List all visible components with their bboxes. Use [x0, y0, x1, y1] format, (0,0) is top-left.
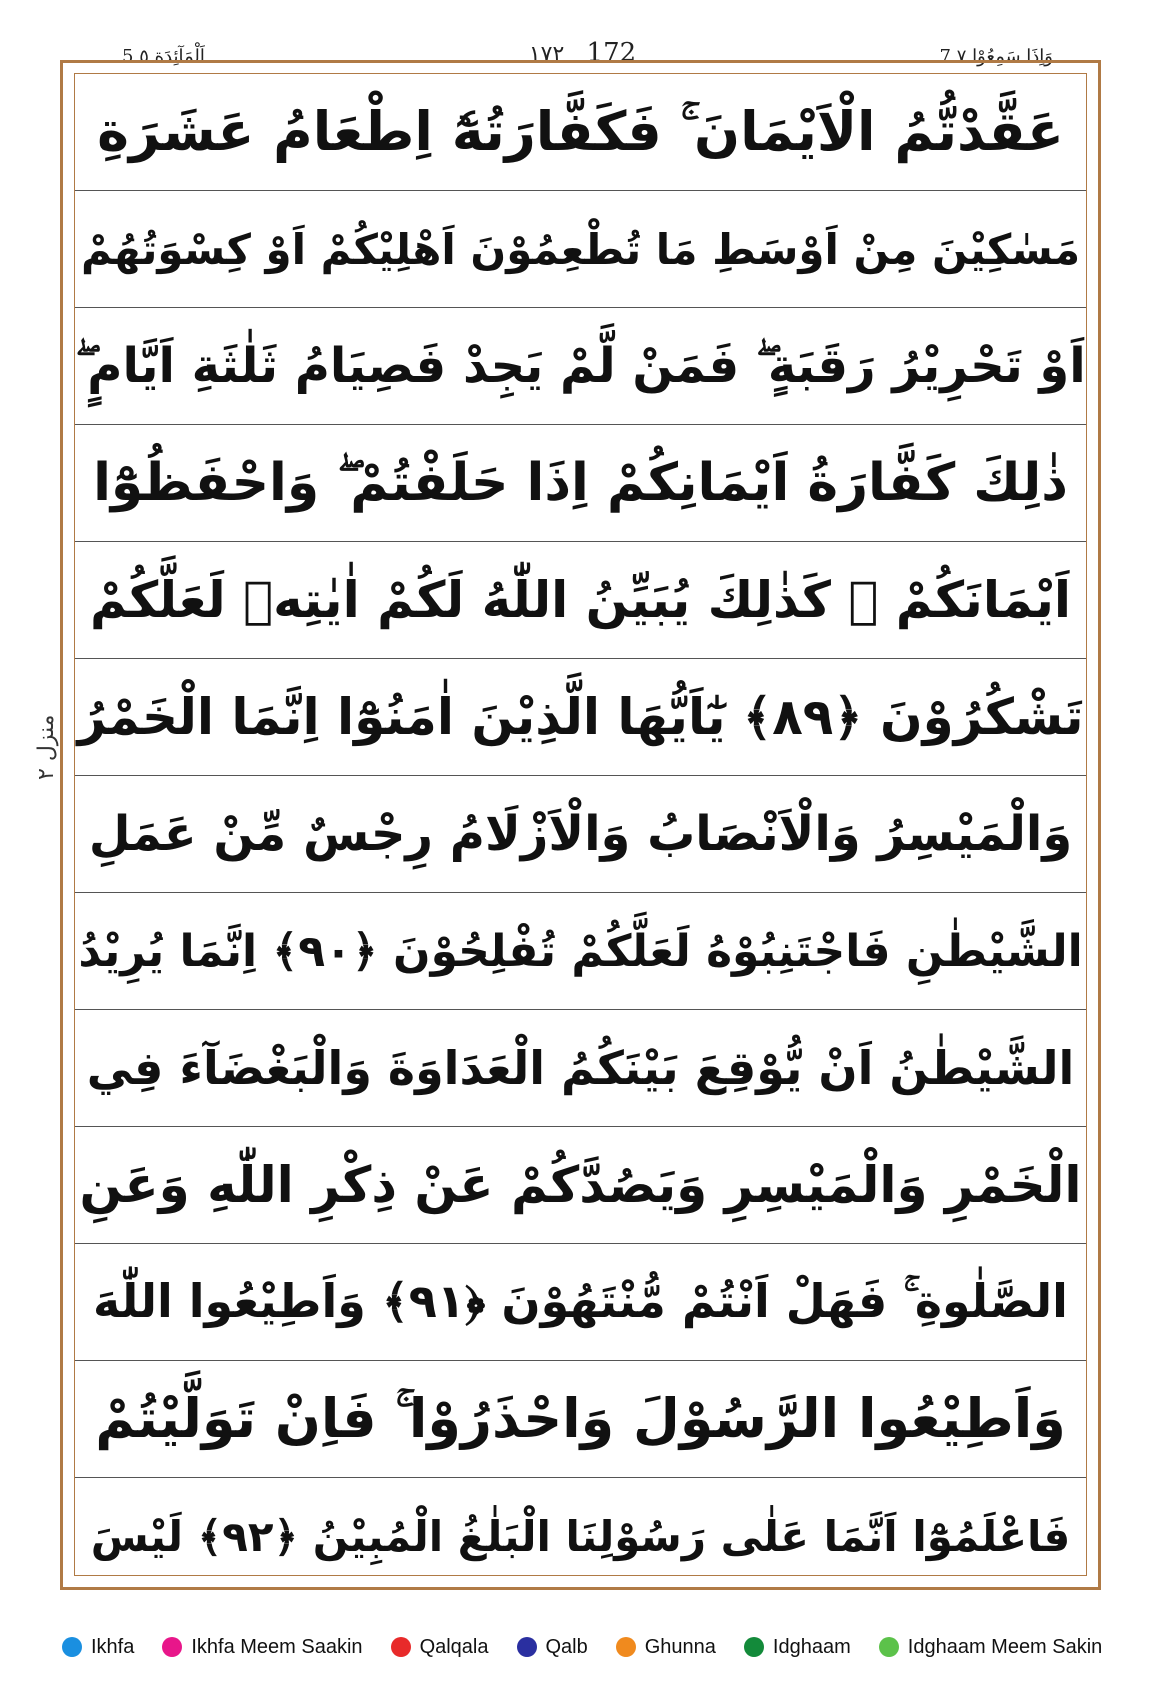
juz-name-label: 7 وَاِذَا سَمِعُوْا ٧	[939, 46, 1053, 67]
legend-label: Qalb	[545, 1635, 588, 1658]
legend-item	[62, 1636, 134, 1659]
legend-item	[744, 1636, 851, 1659]
surah-name-label: 5 اَلْمَآئِدَة ٥	[122, 46, 205, 67]
verse-line: تَشْكُرُوْنَ ﴿٨٩﴾ يٰٓاَيُّهَا الَّذِيْنَ اٰمَنُوْٓا اِنَّمَا الْخَمْرُ	[75, 659, 1086, 776]
legend-label: Ikhfa Meem Saakin	[191, 1635, 363, 1658]
legend-label: Idghaam Meem Sakin	[907, 1635, 1103, 1658]
page-frame	[60, 60, 1101, 1590]
manzil-label: منزل ٢	[34, 714, 59, 780]
legend-item	[517, 1636, 588, 1659]
legend-item	[616, 1636, 716, 1659]
verse-line: وَاَطِيْعُوا الرَّسُوْلَ وَاحْذَرُوْا ۚ فَاِنْ تَوَلَّيْتُمْ	[75, 1361, 1086, 1478]
verse-line: ذٰلِكَ كَفَّارَةُ اَيْمَانِكُمْ اِذَا حَلَفْتُمْ ۖ وَاحْفَظُوْٓا	[75, 425, 1086, 542]
legend-item	[162, 1636, 362, 1659]
legend-item	[391, 1636, 489, 1659]
verse-line: وَالْمَيْسِرُ وَالْاَنْصَابُ وَالْاَزْلَامُ رِجْسٌ مِّنْ عَمَلِ	[75, 776, 1086, 893]
color-dot-icon	[879, 1637, 899, 1657]
legend-item	[879, 1636, 1103, 1659]
verse-line: فَاعْلَمُوْٓا اَنَّمَا عَلٰى رَسُوْلِنَا الْبَلٰغُ الْمُبِيْنُ ﴿٩٢﴾ لَيْسَ	[90, 1512, 1071, 1561]
verse-line: مَسٰكِيْنَ مِنْ اَوْسَطِ مَا تُطْعِمُوْنَ اَهْلِيْكُمْ اَوْ كِسْوَتُهُمْ	[75, 191, 1086, 308]
page-number: 172	[586, 38, 637, 68]
legend-label: Ghunna	[644, 1635, 716, 1658]
verse-line: الْخَمْرِ وَالْمَيْسِرِ وَيَصُدَّكُمْ عَنْ ذِكْرِ اللّٰهِ وَعَنِ	[75, 1127, 1086, 1244]
verse-line: الصَّلٰوةِ ۚ فَهَلْ اَنْتُمْ مُّنْتَهُوْنَ ﴿٩١﴾ وَاَطِيْعُوا اللّٰهَ	[75, 1244, 1086, 1361]
color-dot-icon	[162, 1637, 182, 1657]
tajweed-legend	[62, 1632, 1130, 1662]
verse-line: الشَّيْطٰنِ فَاجْتَنِبُوْهُ لَعَلَّكُمْ تُفْلِحُوْنَ ﴿٩٠﴾ اِنَّمَا يُرِيْدُ	[75, 893, 1086, 1010]
color-dot-icon	[391, 1637, 411, 1657]
verse-line: عَقَّدْتُّمُ الْاَيْمَانَ ۚ فَكَفَّارَتُهٗٓ اِطْعَامُ عَشَرَةِ	[75, 74, 1086, 191]
legend-label: Qalqala	[419, 1635, 489, 1658]
verse-line: اَوْ تَحْرِيْرُ رَقَبَةٍ ۖ فَمَنْ لَّمْ يَجِدْ فَصِيَامُ ثَلٰثَةِ اَيَّامٍ ۖ	[75, 308, 1086, 425]
verse-lines-container	[74, 73, 1087, 1576]
page-number-arabic: ١٧٢	[528, 42, 565, 67]
color-dot-icon	[62, 1637, 82, 1657]
legend-label: Ikhfa	[91, 1635, 135, 1658]
verse-line: الشَّيْطٰنُ اَنْ يُّوْقِعَ بَيْنَكُمُ الْعَدَاوَةَ وَالْبَغْضَآءَ فِي	[75, 1010, 1086, 1127]
color-dot-icon	[744, 1637, 764, 1657]
color-dot-icon	[517, 1637, 537, 1657]
legend-label: Idghaam	[772, 1635, 851, 1658]
color-dot-icon	[616, 1637, 636, 1657]
verse-line: اَيْمَانَكُمْ ۖ كَذٰلِكَ يُبَيِّنُ اللّٰهُ لَكُمْ اٰيٰتِهٖ لَعَلَّكُمْ	[75, 542, 1086, 659]
